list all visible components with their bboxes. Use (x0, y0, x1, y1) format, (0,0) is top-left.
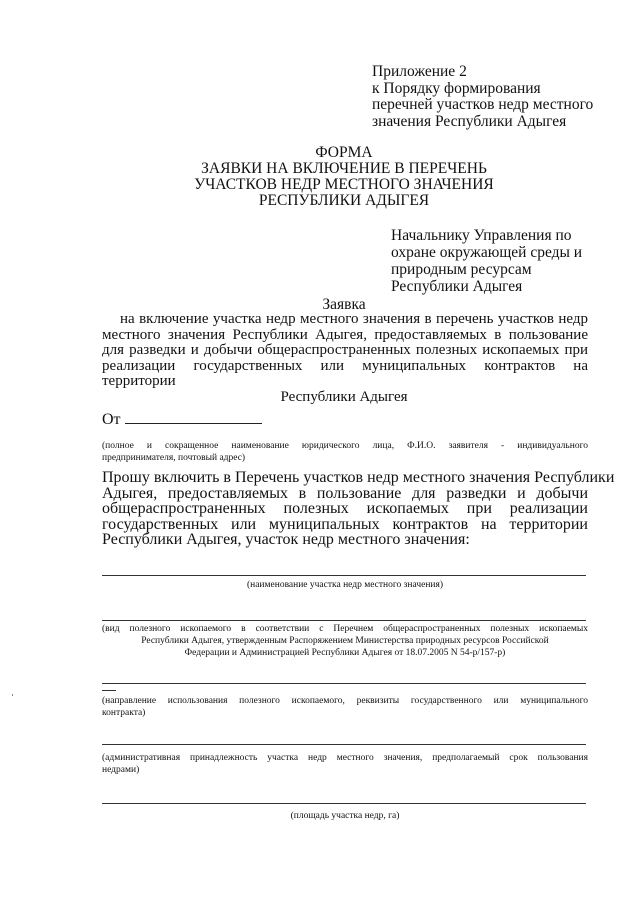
addressee-block (391, 227, 582, 295)
addressee-line: Начальнику Управления по (391, 227, 572, 244)
area-caption: (площадь участка недр, га) (290, 811, 400, 821)
usage-input-line[interactable] (102, 683, 586, 684)
addressee-line: охране окружающей среды и (391, 244, 583, 261)
caption-line: (полное и сокращенное наименование юридического лица, Ф.И.О. заявителя - индивидуального (102, 441, 588, 451)
form-title-line: ЗАЯВКИ НА ВКЛЮЧЕНИЕ В ПЕРЕЧЕНЬ (201, 160, 487, 177)
form-title-line: РЕСПУБЛИКИ АДЫГЕЯ (258, 192, 430, 209)
request-paragraph (102, 469, 615, 548)
request-line: общераспространенных полезных ископаемых при реализации (102, 500, 588, 517)
request-line: Республики Адыгея, участок недр местного значения: (102, 531, 470, 548)
mineral-type-caption (102, 623, 588, 659)
request-line: Адыгея, предоставляемых в пользование для разведки и добычи (102, 484, 588, 502)
subject-line: местного значения Республики Адыгея, предоставляемых в пользование (102, 326, 588, 343)
site-name-input-line[interactable] (102, 575, 586, 576)
request-line: Прошу включить в Перечень участков недр местного значения Республики (102, 469, 615, 486)
scan-speck (12, 694, 13, 696)
subject-line: для разведки и добычи общераспространенных полезных ископаемых при (102, 342, 588, 358)
area-input-line[interactable] (102, 803, 586, 804)
appendix-line: перечней участков недр местного (372, 96, 594, 113)
subject-line: территории (102, 373, 176, 389)
subject-region: Республики Адыгея (280, 389, 408, 405)
addressee-line: Республики Адыгея (391, 278, 523, 295)
addressee-line: природным ресурсам (391, 261, 532, 278)
site-name-caption: (наименование участка недр местного значения) (246, 580, 444, 590)
form-title-line: ФОРМА (315, 144, 373, 161)
request-line: государственных или муниципальных контрактов на территории (102, 515, 588, 533)
appendix-line: значения Республики Адыгея (372, 112, 567, 130)
from-label: От (102, 411, 121, 428)
from-row (102, 410, 262, 429)
usage-caption (102, 695, 588, 719)
caption-line: Федерации и Администрацией Республики Адыгея от 18.07.2005 N 54-р/157-р) (184, 648, 506, 658)
form-title-line: УЧАСТКОВ НЕДР МЕСТНОГО ЗНАЧЕНИЯ (194, 176, 494, 193)
caption-line: (направление использования полезного ископаемого, реквизиты государственного или муниципального (102, 696, 588, 706)
admin-caption (102, 752, 588, 776)
caption-line: недрами) (102, 765, 140, 775)
application-subject (102, 312, 588, 390)
appendix-reference (372, 64, 593, 130)
admin-input-line[interactable] (102, 744, 586, 745)
application-heading: Заявка (322, 296, 366, 313)
caption-line: контракта) (102, 708, 146, 718)
subject-line: реализации государственных или муниципальных контрактов на (102, 357, 588, 374)
usage-input-line-tail (102, 690, 116, 691)
subject-line: на включение участка недр местного значения в перечень участков недр (120, 311, 588, 327)
form-title (100, 145, 588, 209)
appendix-line: Приложение 2 (372, 63, 467, 80)
caption-line: (вид полезного ископаемого в соответствии с Перечнем общераспространенных полезных ископаемых (102, 624, 588, 634)
applicant-caption (102, 440, 588, 464)
appendix-line: к Порядку формирования (372, 79, 541, 97)
caption-line: Республики Адыгея, утвержденным Распоряжением Министерства природных ресурсов Российской (141, 636, 549, 646)
caption-line: предпринимателя, почтовый адрес) (102, 453, 246, 463)
mineral-type-input-line[interactable] (102, 620, 586, 621)
caption-line: (административная принадлежность участка недр местного значения, предполагаемый срок пользования (102, 753, 588, 763)
applicant-input-line[interactable] (125, 410, 262, 424)
